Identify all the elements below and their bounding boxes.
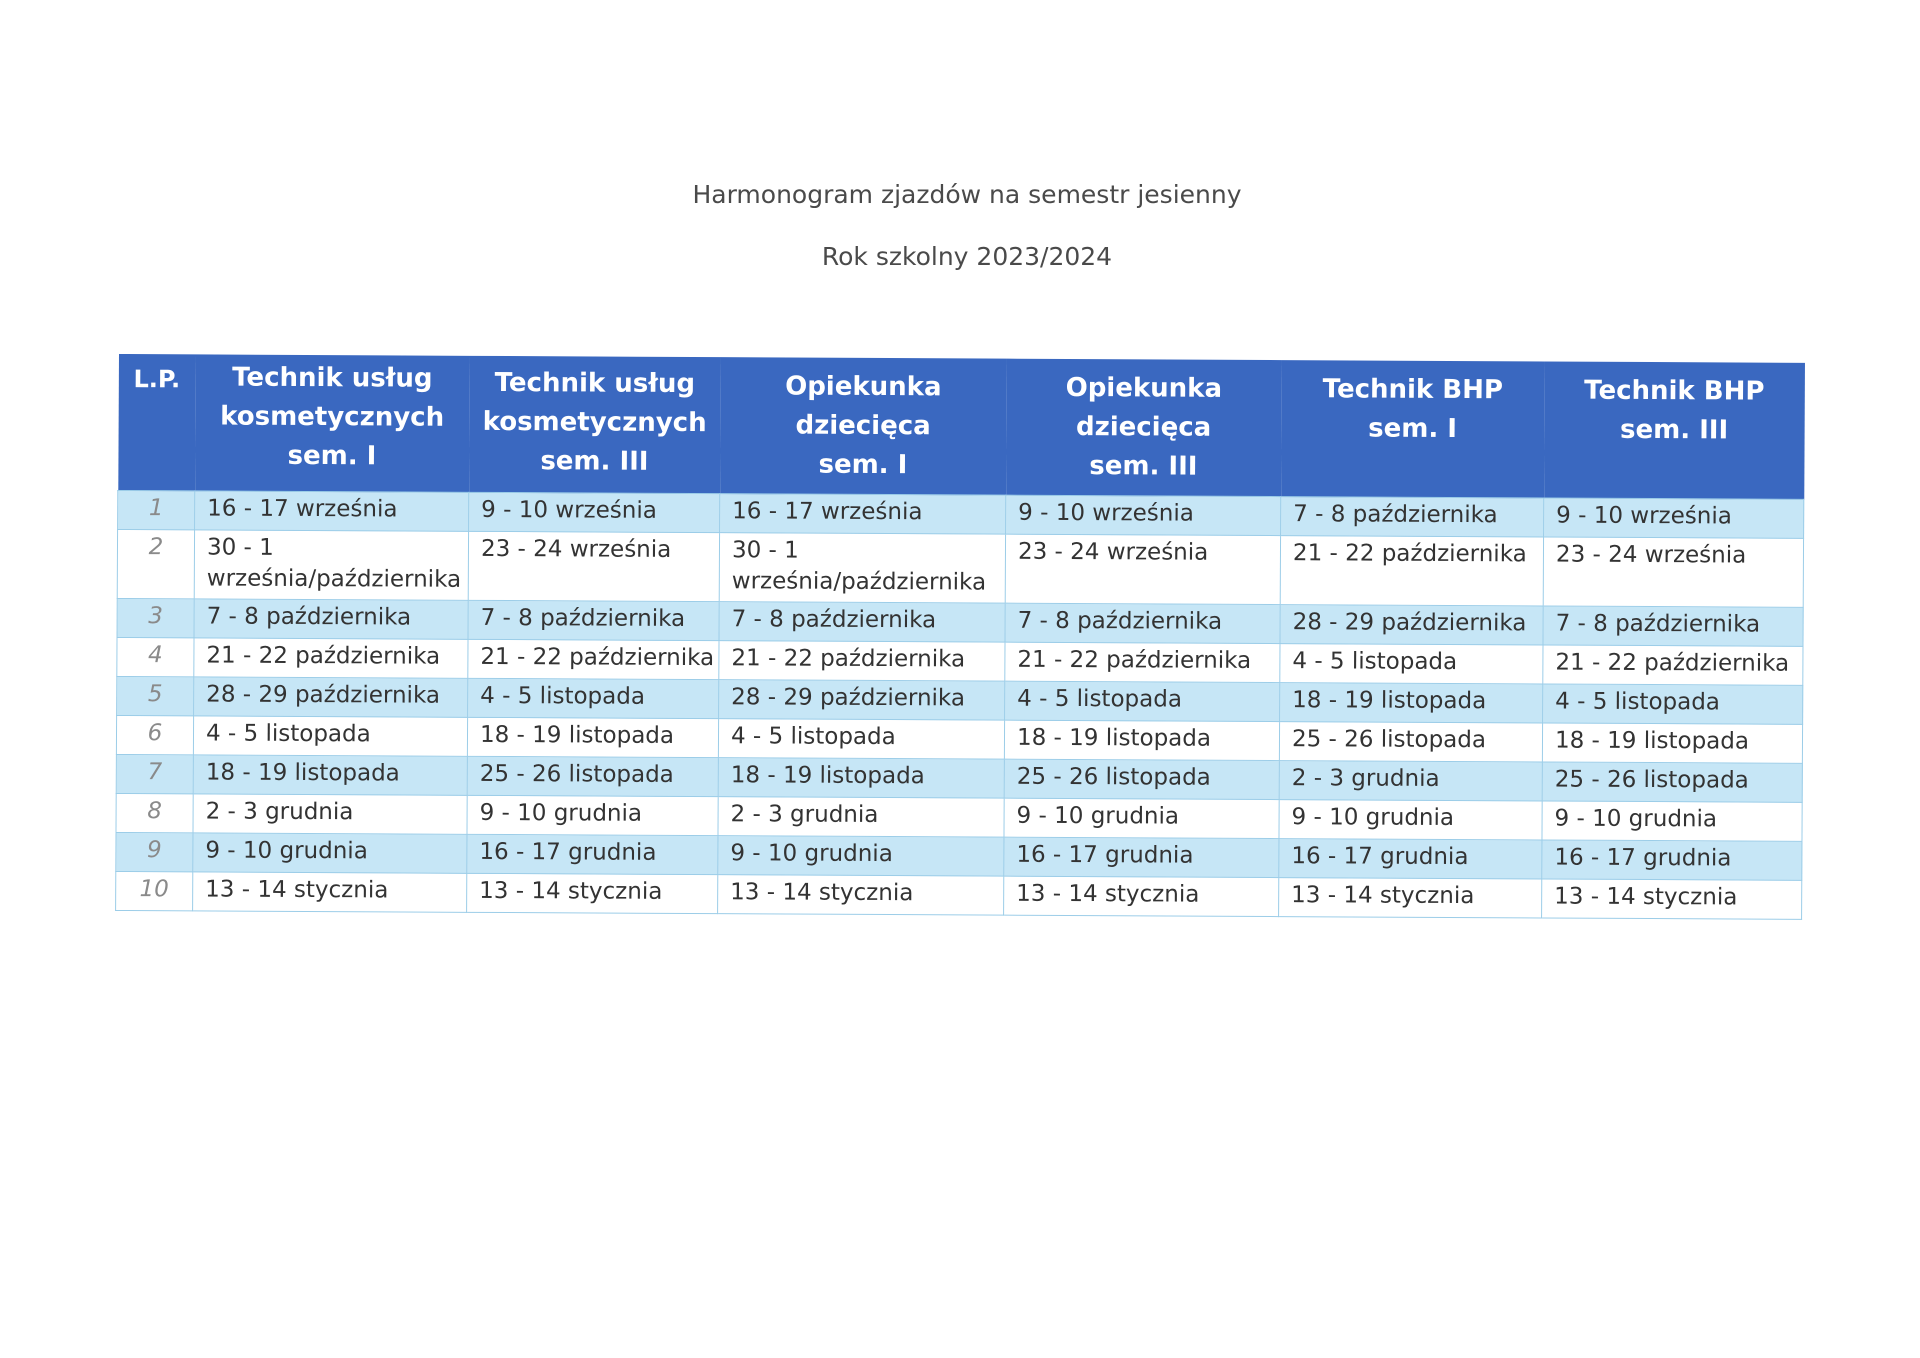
table-cell: 2 - 3 grudnia bbox=[718, 797, 1004, 837]
header-line: Technik usług bbox=[232, 362, 433, 394]
table-cell: 23 - 24 września bbox=[468, 531, 719, 601]
table-cell: 9 - 10 grudnia bbox=[193, 833, 467, 873]
table-cell: 9 - 10 grudnia bbox=[718, 836, 1004, 876]
table-cell: 7 - 8 października bbox=[468, 600, 719, 640]
table-header-row bbox=[118, 354, 1805, 499]
header-line: Opiekunka bbox=[785, 371, 942, 403]
table-cell: 30 - 1 września/października bbox=[719, 533, 1005, 603]
table-cell: 4 - 5 listopada bbox=[468, 678, 719, 718]
table-cell: 4 - 5 listopada bbox=[193, 716, 467, 756]
row-number: 2 bbox=[117, 530, 194, 599]
table-cell: 21 - 22 października bbox=[1280, 536, 1543, 606]
table-cell: 25 - 26 listopada bbox=[1279, 722, 1542, 762]
row-number: 4 bbox=[117, 637, 194, 676]
table-cell: 21 - 22 października bbox=[194, 638, 468, 678]
table-cell: 16 - 17 grudnia bbox=[467, 834, 718, 874]
row-number: 3 bbox=[117, 598, 194, 637]
table-cell: 7 - 8 października bbox=[1281, 497, 1544, 537]
column-header-lp bbox=[118, 354, 196, 491]
header-line: dziecięca bbox=[795, 410, 931, 442]
table-cell: 9 - 10 grudnia bbox=[1004, 798, 1279, 838]
table-cell: 16 - 17 grudnia bbox=[1542, 840, 1802, 880]
table-cell: 2 - 3 grudnia bbox=[193, 794, 467, 834]
table-cell: 9 - 10 grudnia bbox=[467, 795, 718, 835]
schedule-table bbox=[115, 354, 1805, 920]
table-cell: 18 - 19 listopada bbox=[1542, 723, 1802, 763]
header-line: Technik BHP bbox=[1584, 375, 1765, 407]
header-line: kosmetycznych bbox=[220, 401, 445, 433]
table-cell: 13 - 14 stycznia bbox=[467, 873, 718, 913]
header-line: sem. III bbox=[1089, 451, 1198, 482]
table-cell: 13 - 14 stycznia bbox=[1279, 878, 1542, 918]
table-cell: 28 - 29 października bbox=[719, 680, 1005, 720]
header-line: L.P. bbox=[133, 365, 181, 394]
table-cell: 7 - 8 października bbox=[719, 602, 1005, 642]
row-number: 10 bbox=[116, 871, 193, 910]
table-cell: 4 - 5 listopada bbox=[718, 719, 1004, 759]
header-line: dziecięca bbox=[1075, 412, 1212, 443]
table-cell: 30 - 1 września/października bbox=[194, 530, 468, 600]
table-cell: 16 - 17 grudnia bbox=[1279, 839, 1542, 879]
column-header-technik-uslug-kosmetycznych-sem-3 bbox=[469, 356, 721, 494]
table-cell: 4 - 5 listopada bbox=[1280, 644, 1543, 684]
header-line: sem. I bbox=[287, 440, 377, 472]
table-cell: 25 - 26 listopada bbox=[1004, 759, 1279, 799]
table-cell: 9 - 10 września bbox=[1006, 495, 1281, 535]
header-line: sem. III bbox=[1619, 414, 1729, 446]
header-line: sem. I bbox=[818, 449, 908, 481]
header-line: Technik usług bbox=[494, 367, 696, 400]
row-number: 8 bbox=[116, 793, 193, 832]
table-cell: 13 - 14 stycznia bbox=[1004, 876, 1279, 916]
header-line: kosmetycznych bbox=[482, 406, 707, 439]
row-number: 7 bbox=[116, 754, 193, 793]
column-header-technik-bhp-sem-1 bbox=[1281, 360, 1545, 498]
table-cell: 18 - 19 listopada bbox=[1004, 720, 1279, 760]
document-title: Harmonogram zjazdów na semestr jesienny bbox=[692, 180, 1242, 209]
table-cell: 13 - 14 stycznia bbox=[1542, 879, 1802, 919]
table-cell: 16 - 17 września bbox=[720, 494, 1006, 534]
table-cell: 7 - 8 października bbox=[194, 599, 468, 639]
table-cell: 9 - 10 grudnia bbox=[1279, 800, 1542, 840]
column-header-technik-bhp-sem-3 bbox=[1544, 361, 1805, 499]
table-cell: 18 - 19 listopada bbox=[1280, 683, 1543, 723]
table-cell: 7 - 8 października bbox=[1543, 606, 1803, 646]
row-number: 5 bbox=[117, 676, 194, 715]
column-header-opiekunka-dziecieca-sem-1 bbox=[720, 357, 1007, 495]
table-cell: 18 - 19 listopada bbox=[193, 755, 467, 795]
table-cell: 23 - 24 września bbox=[1543, 537, 1803, 607]
table-cell: 18 - 19 listopada bbox=[467, 717, 718, 757]
header-line: sem. III bbox=[540, 446, 649, 477]
table-cell: 25 - 26 listopada bbox=[467, 756, 718, 796]
table-cell: 28 - 29 października bbox=[1280, 605, 1543, 645]
table-cell: 21 - 22 października bbox=[719, 641, 1005, 681]
table-cell: 28 - 29 października bbox=[194, 677, 468, 717]
row-number: 1 bbox=[118, 491, 195, 530]
table-cell: 21 - 22 października bbox=[1543, 645, 1803, 685]
column-header-technik-uslug-kosmetycznych-sem-1 bbox=[195, 354, 470, 492]
row-number: 6 bbox=[116, 715, 193, 754]
column-header-opiekunka-dziecieca-sem-3 bbox=[1006, 359, 1282, 497]
header-line: Technik BHP bbox=[1322, 374, 1504, 406]
table-cell: 4 - 5 listopada bbox=[1543, 684, 1803, 724]
table-cell: 21 - 22 października bbox=[1005, 642, 1280, 682]
table-cell: 9 - 10 września bbox=[1544, 498, 1804, 538]
document-subtitle: Rok szkolny 2023/2024 bbox=[821, 242, 1113, 271]
table-row bbox=[116, 871, 1802, 919]
table-cell: 4 - 5 listopada bbox=[1005, 681, 1280, 721]
header-line: Opiekunka bbox=[1065, 372, 1223, 404]
table-cell: 16 - 17 września bbox=[195, 491, 469, 531]
table-cell: 13 - 14 stycznia bbox=[193, 872, 467, 912]
table-cell: 23 - 24 września bbox=[1005, 534, 1280, 604]
table-cell: 9 - 10 września bbox=[469, 492, 720, 532]
table-cell: 13 - 14 stycznia bbox=[718, 875, 1004, 915]
table-cell: 9 - 10 grudnia bbox=[1542, 801, 1802, 841]
header-line: sem. I bbox=[1368, 413, 1458, 445]
table-cell: 2 - 3 grudnia bbox=[1279, 761, 1542, 801]
table-cell: 18 - 19 listopada bbox=[718, 758, 1004, 798]
table-cell: 21 - 22 października bbox=[468, 639, 719, 679]
row-number: 9 bbox=[116, 832, 193, 871]
table-cell: 25 - 26 listopada bbox=[1542, 762, 1802, 802]
table-cell: 7 - 8 października bbox=[1005, 603, 1280, 643]
table-row bbox=[117, 530, 1803, 608]
table-cell: 16 - 17 grudnia bbox=[1004, 837, 1279, 877]
